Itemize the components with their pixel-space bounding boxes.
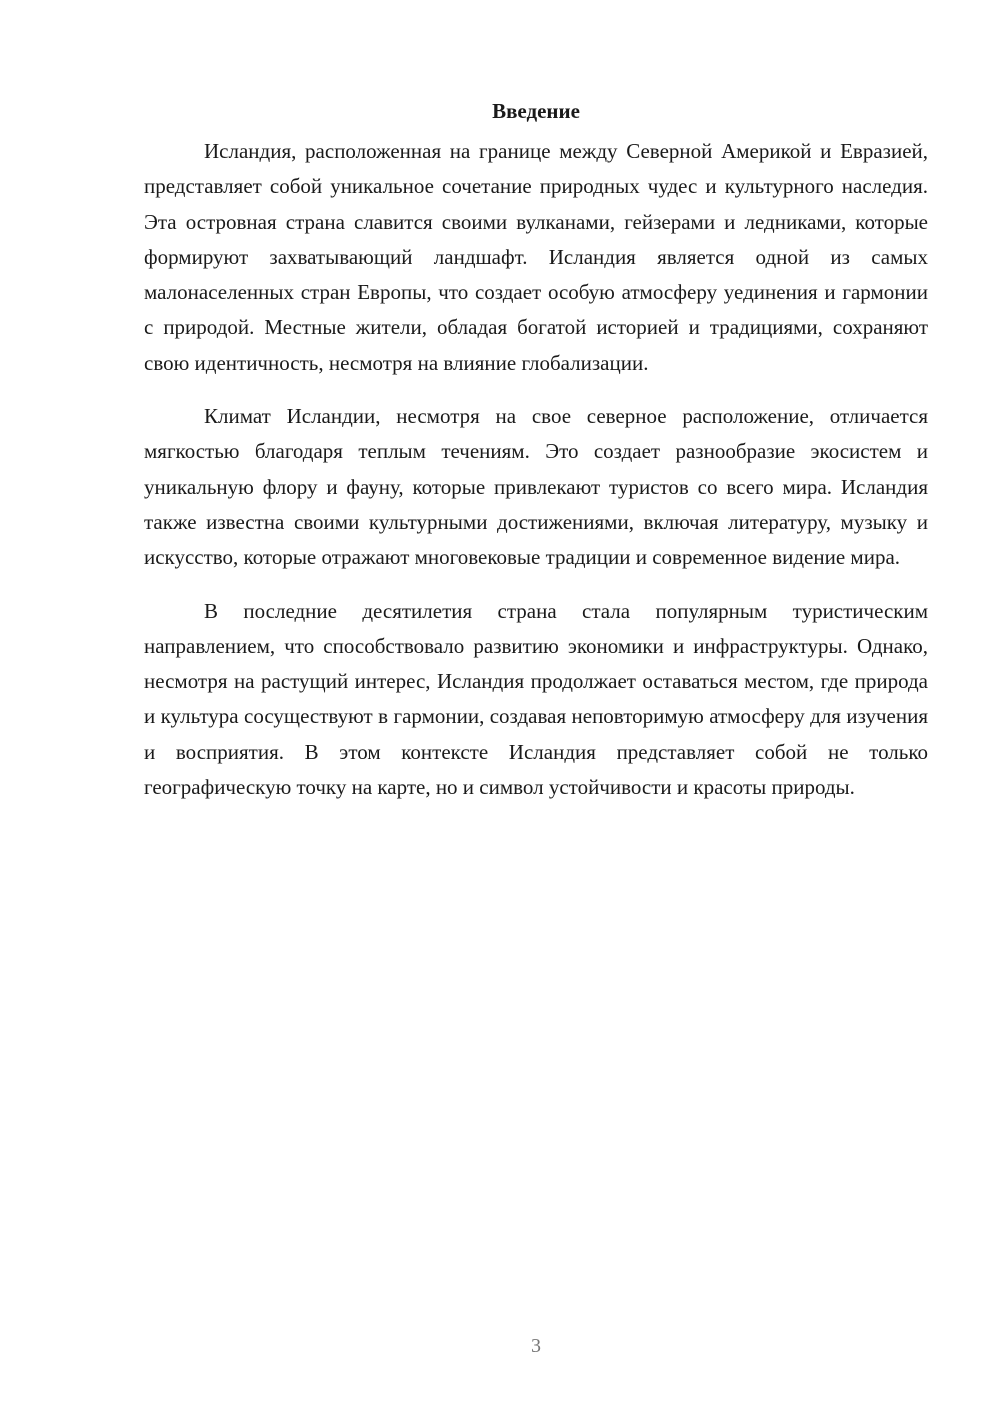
paragraph-1: Исландия, расположенная на границе между Северной Америкой и Евразией, представляет собой уникальное сочетание природных чудес и культурного наследия. Эта островная страна славится своими вулканами, гейзерами и ледниками, которые формируют захватывающий ландшафт. Исландия является одной из самых малонаселенных стран Европы, что создает особую атмосферу уединения и гармонии с природой. Местные жители, обладая богатой историей и традициями, сохраняют свою идентичность, несмотря на влияние глобализации. (144, 139, 928, 375)
section-heading: Введение (492, 99, 580, 123)
paragraph-3: В последние десятилетия страна стала популярным туристическим направлением, что способствовало развитию экономики и инфраструктуры. Однако, несмотря на растущий интерес, Исландия продолжает оставаться местом, где природа и культура сосуществуют в гармонии, создавая неповторимую атмосферу для изучения и восприятия. В этом контексте Исландия представляет собой не только географическую точку на карте, но и символ устойчивости и красоты природы. (144, 598, 928, 800)
page-number: 3 (531, 1335, 541, 1357)
page-content (144, 96, 928, 823)
paragraph-2: Климат Исландии, несмотря на свое северное расположение, отличается мягкостью благодаря теплым течениям. Это создает разнообразие экосистем и уникальную флору и фауну, которые привлекают туристов со всего мира. Исландия также известна своими культурными достижениями, включая литературу, музыку и искусство, которые отражают многовековые традиции и современное видение мира. (144, 404, 928, 570)
